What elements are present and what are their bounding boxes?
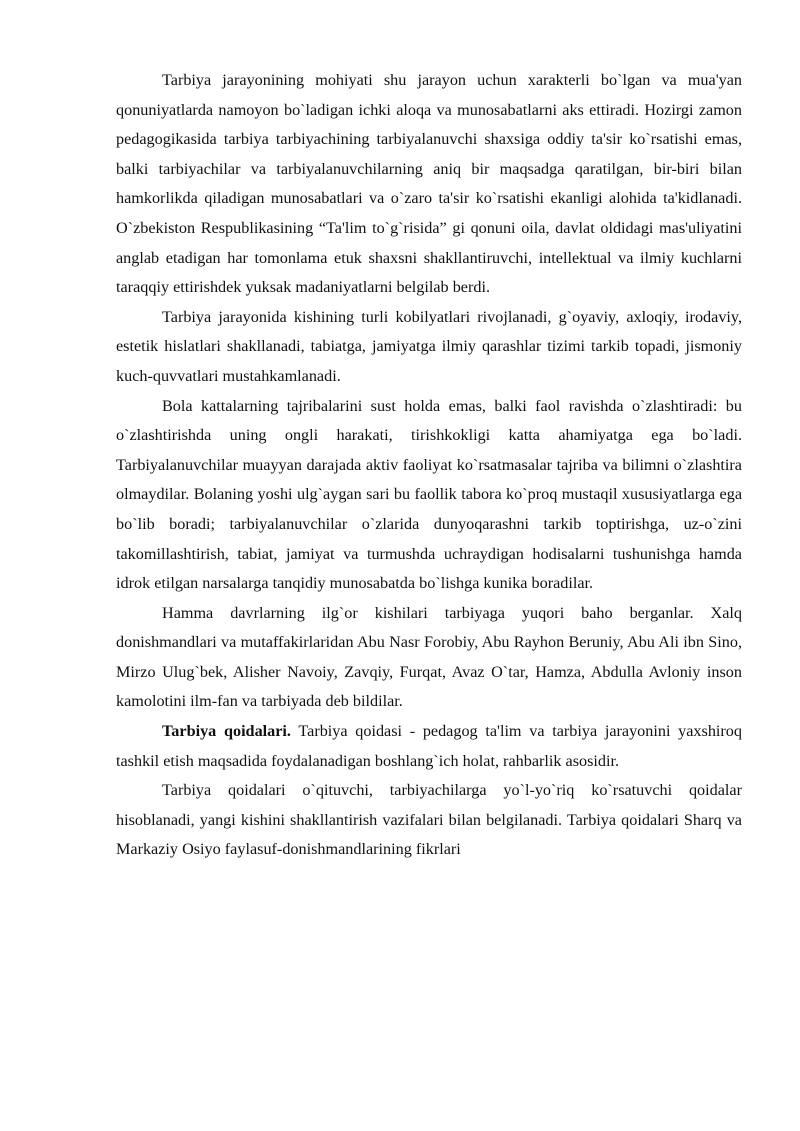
paragraph-mutafakkirlar [116,599,742,717]
paragraph-text: Tarbiya jarayonining mohiyati shu jarayon uchun xarakterli bo`lgan va mua'yan qonuniyatlarda namoyon bo`ladigan ichki aloqa va munosabatlarni aks ettiradi. Hozirgi zamon pedagogikasida tarbiya tarbiyachining tarbiyalanuvchi shaxsiga oddiy ta'sir ko`rsatishi emas, balki tarbiyachilar va tarbiyalanuvchilarning aniq bir maqsadga qaratilgan, bir-biri bilan hamkorlikda qiladigan munosabatlari va o`zaro ta'sir ko`rsatishi ekanligi alohida ta'kidlanadi. O`zbekiston Respublikasining “Ta'lim to`g`risida” gi qonuni oila, davlat oldidagi mas'uliyatini anglab etadigan har tomonlama etuk shaxsni shakllantiruvchi, intellektual va ilmiy kuchlarni taraqqiy ettirishdek yuksak madaniyatlarni belgilab berdi. [116,71,742,297]
paragraph-text: Tarbiya qoidasi - pedagog ta'lim va tarbiya jarayonini yaxshiroq tashkil etish maqsadida foydalanadigan boshlang`ich holat, rahbarlik asosidir. [116,722,742,770]
paragraph-bola-tajribasi [116,392,742,599]
paragraph-text: Bola kattalarning tajribalarini sust holda emas, balki faol ravishda o`zlashtiradi: bu o`zlashtirishda uning ongli harakati, tirishkokligi katta ahamiyatga ega bo`ladi. Tarbiyalanuvchilar muayyan darajada aktiv faoliyat ko`rsatmasalar tajriba va bilimni o`zlashtira olmaydilar. Bolaning yoshi ulg`aygan sari bu faollik tabora ko`proq mustaqil xususiyatlarga ega bo`lib boradi; tarbiyalanuvchilar o`zlarida dunyoqarashni tarkib toptirishga, uz-o`zini takomillashtirish, tabiat, jamiyat va turmushda uchraydigan hodisalarni tushunishga hamda idrok etilgan narsalarga tanqidiy munosabatda bo`lishga kunika boradilar. [116,396,742,593]
paragraph-tarbiya-mohiyati [116,66,742,303]
paragraph-qoidalar-tavsifi [116,776,742,865]
paragraph-tarbiya-qoidalari [116,717,742,776]
section-heading: Tarbiya qoidalari. [162,722,291,741]
paragraph-tarbiya-jarayoni [116,303,742,392]
document-page [116,66,742,865]
paragraph-text: Tarbiya jarayonida kishining turli kobilyatlari rivojlanadi, g`oyaviy, axloqiy, irodaviy, estetik hislatlari shakllanadi, tabiatga, jamiyatga ilmiy qarashlar tizimi tarkib topadi, jismoniy kuch-quvvatlari mustahkamlanadi. [116,307,742,385]
paragraph-text: Hamma davrlarning ilg`or kishilari tarbiyaga yuqori baho berganlar. Xalq donishmandlari va mutaffakirlaridan Abu Nasr Forobiy, Abu Rayhon Beruniy, Abu Ali ibn Sino, Mirzo Ulug`bek, Alisher Navoiy, Zavqiy, Furqat, Avaz O`tar, Hamza, Abdulla Avloniy inson kamolotini ilm-fan va tarbiyada deb bildilar. [116,603,742,711]
paragraph-text: Tarbiya qoidalari o`qituvchi, tarbiyachilarga yo`l-yo`riq ko`rsatuvchi qoidalar hisoblanadi, yangi kishini shakllantirish vazifalari bilan belgilanadi. Tarbiya qoidalari Sharq va Markaziy Osiyo faylasuf-donishmandlarining fikrlari [116,781,742,859]
